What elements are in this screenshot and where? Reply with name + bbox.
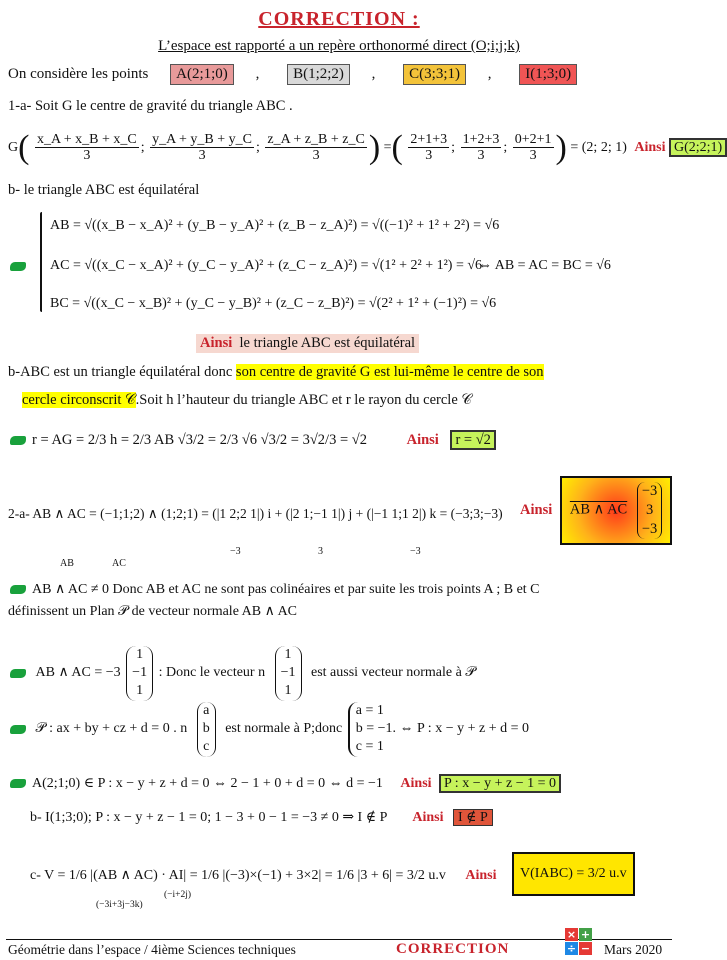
r-result-box: r = √2 <box>450 430 495 450</box>
circle-line-2: cercle circonscrit 𝒞.Soit h l’hauteur du triangle ABC et r le rayon du cercle 𝒞 <box>22 392 472 408</box>
volume-result-box: V(IABC) = 3/2 u.v <box>512 852 635 896</box>
footer-left: Géométrie dans l’espace / 4ième Sciences techniques <box>8 942 296 957</box>
under-ai: (−i+2j) <box>164 890 192 900</box>
i-result-box: I ∉ P <box>453 809 493 826</box>
point-i: I(1;3;0) <box>519 64 577 85</box>
bullet-icon <box>10 258 32 275</box>
plane-equation: 𝒫 : ax + by + cz + d = 0 . n a b c est normale à P;donc a = 1 b = −1. ⇔ P : x − y + z + d = 0 c = 1 <box>10 702 529 757</box>
cross-product-result: Ainsi AB ∧ AC −3 3 −3 <box>520 476 672 545</box>
a-in-plane: A(2;1;0) ∈ P : x − y + z + d = 0 ⇔ 2 − 1 + 0 + d = 0 ⇔ d = −1 Ainsi P : x − y + z − 1 = 0 <box>10 776 561 792</box>
q1a-label: 1-a- Soit G le centre de gravité du triangle ABC . <box>8 98 293 114</box>
det-j: 3 <box>318 546 323 557</box>
volume-line: c- V = 1/6 |(AB ∧ AC) · AI| = 1/6 |(−3)×(−1) + 3×2| = 1/6 |3 + 6| = 3/2 u.v Ainsi <box>30 868 497 883</box>
plane-result-box: P : x − y + z − 1 = 0 <box>439 774 561 793</box>
ac-distance: AC = √((x_C − x_A)² + (y_C − y_A)² + (z_C − z_A)²) = √(1² + 2² + 1²) = √6 <box>50 258 483 273</box>
subtitle: L’espace est rapporté a un repère orthonormé direct (O;i;j;k) <box>158 38 520 54</box>
footer-date: Mars 2020 <box>604 942 663 957</box>
q1b-label: b- le triangle ABC est équilatéral <box>8 182 200 198</box>
radius-line: r = AG = 2/3 h = 2/3 AB √3/2 = 2/3 √6 √3/2 = 3√2/3 = √2 Ainsi r = √2 <box>10 432 496 449</box>
ab-distance: AB = √((x_B − x_A)² + (y_B − y_A)² + (z_B − z_A)²) = √((−1)² + 1² + 2²) = √6 <box>50 218 500 233</box>
point-a: A(2;1;0) <box>170 64 234 85</box>
det-k: −3 <box>410 546 421 557</box>
q2a-line: 2-a- AB ∧ AC = (−1;1;2) ∧ (1;2;1) = (|1 2;2 1|) i + (|2 1;−1 1|) j + (|−1 1;1 2|) k = (−3;3;−3) <box>8 506 503 521</box>
math-logo-icon: × + ÷ − <box>566 928 591 955</box>
i-not-in-plane: b- I(1;3;0); P : x − y + z − 1 = 0; 1 − 3 + 0 − 1 = −3 ≠ 0 ⇒ I ∉ P Ainsi I ∉ P <box>30 810 493 826</box>
conclusion-equilateral: Ainsi le triangle ABC est équilatéral <box>196 334 419 353</box>
point-c: C(3;3;1) <box>403 64 466 85</box>
points-line: On considère les points A(2;1;0) , B(1;2;2) , C(3;3;1) , I(1;3;0) <box>8 64 577 85</box>
bc-distance: BC = √((x_C − x_B)² + (y_C − y_B)² + (z_C − z_B)²) = √(2² + 1² + (−1)²) = √6 <box>50 296 497 311</box>
circle-line-1: b-ABC est un triangle équilatéral donc son centre de gravité G est lui-même le centre de son <box>8 364 544 380</box>
footer-center: CORRECTION <box>396 941 510 957</box>
g-result-box: G(2;2;1) <box>669 138 727 157</box>
under-cross: (−3i+3j−3k) <box>96 900 143 910</box>
normal-vector-line: AB ∧ AC = −3 1 −1 1 : Donc le vecteur n 1 −1 1 est aussi vecteur normale à 𝒫 <box>10 646 475 701</box>
page-title: CORRECTION : <box>258 8 420 30</box>
det-i: −3 <box>230 546 241 557</box>
point-b: B(1;2;2) <box>287 64 350 85</box>
system-brace <box>40 212 42 312</box>
noncolinear-line: AB ∧ AC ≠ 0 Donc AB et AC ne sont pas colinéaires et par suite les trois points A ; B et C <box>10 582 540 598</box>
equality-result: ⇔ AB = AC = BC = √6 <box>478 258 611 273</box>
under-ab: AB <box>60 558 74 569</box>
plane-line: définissent un Plan 𝒫 de vecteur normale AB ∧ AC <box>8 604 298 619</box>
q1a-formula: G( $\frac{x\_A + x\_B + x\_C}{3}$ ; $\frac{y\_A + y\_B + y\_C}{3}$ ; $\frac{z\_A + z\_B + z\_C}{3}$ ) =( $\frac{2+1+3}{3}$ ; $\frac{1+2+3}{3}$ ; $\frac{0+2+1}{3}$ ) = (2; 2; 1) Ainsi G(2;2;1) <box>8 128 727 167</box>
under-ac: AC <box>112 558 126 569</box>
